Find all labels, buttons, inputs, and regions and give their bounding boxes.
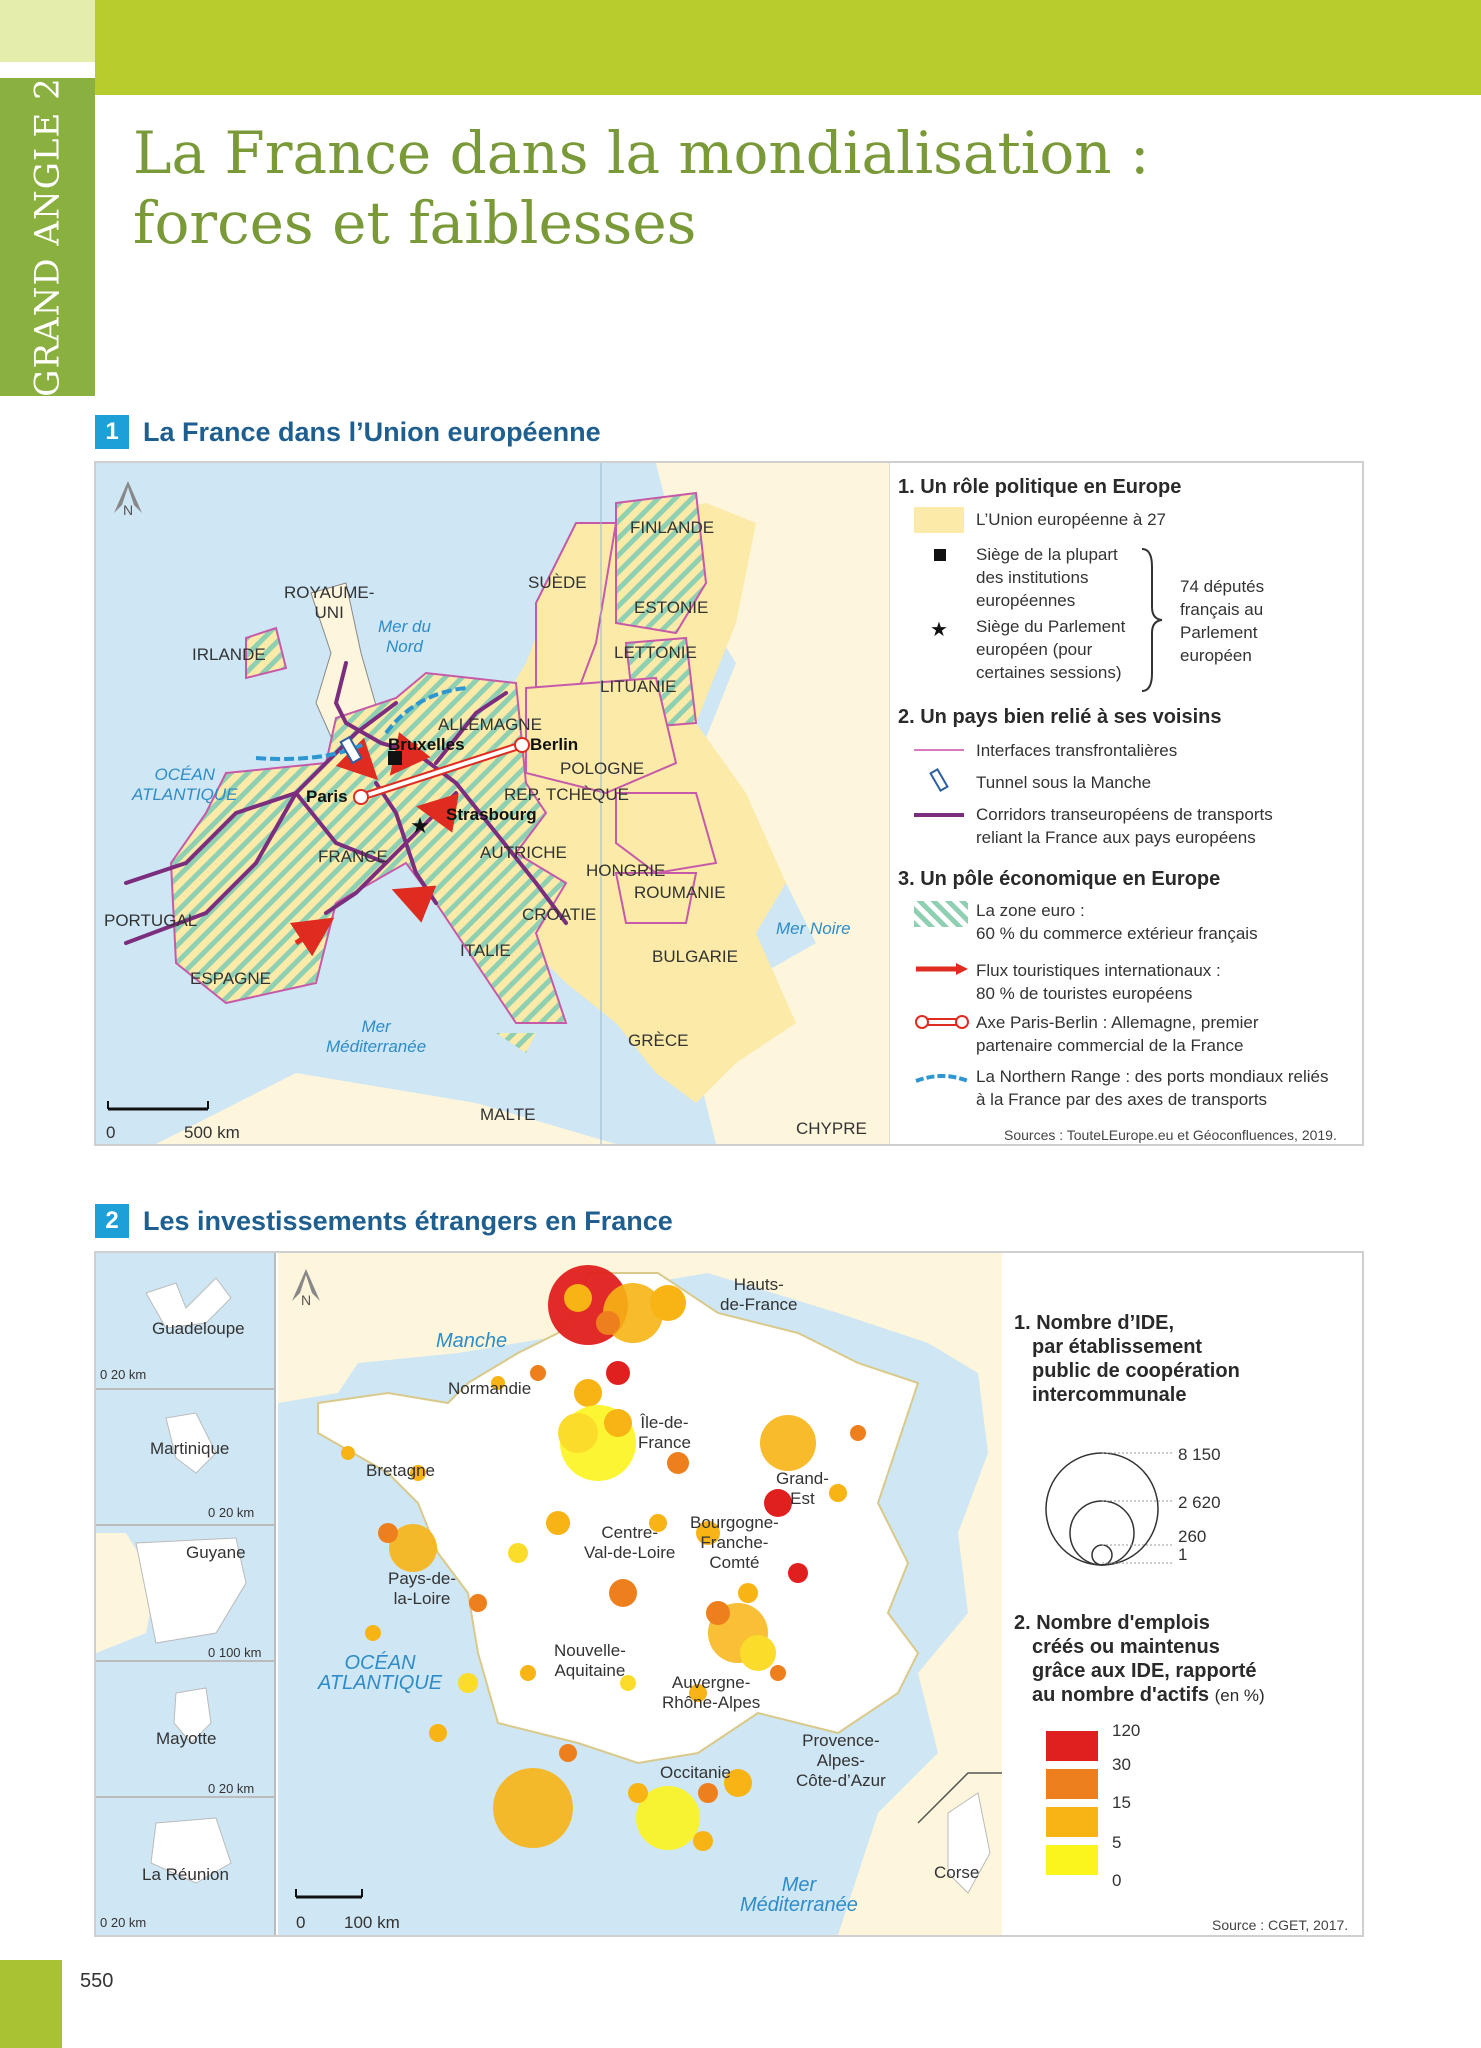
svg-text:N: N: [300, 1292, 312, 1308]
legend1-heading3: 3. Un pôle économique en Europe: [898, 868, 1221, 890]
legend1-zone-euro: La zone euro : 60 % du commerce extérieur français: [976, 901, 1258, 943]
label-paris: Paris: [306, 787, 348, 806]
label-allemagne: ALLEMAGNE: [438, 715, 542, 734]
label-mer-du-nord: Mer du Nord: [378, 617, 431, 656]
label-mer-noire: Mer Noire: [776, 919, 851, 938]
legend1-deputes: 74 députés français au Parlement européen: [1180, 577, 1265, 665]
legend1-siege-parlement: Siège du Parlement européen (pour certaines sessions): [976, 617, 1126, 682]
legend1-siege-institutions: Siège de la plupart des institutions européennes: [976, 545, 1118, 610]
legend1-tunnel-symbol: [929, 768, 949, 792]
inset-reunion-scale: 0 20 km: [100, 1915, 147, 1930]
label-pologne: POLOGNE: [560, 759, 645, 778]
label-rep-tcheque: REP. TCHÈQUE: [504, 785, 630, 804]
label-ocean-atlantique: OCÉAN ATLANTIQUE: [132, 765, 238, 804]
france-map: [278, 1253, 1002, 1935]
header-bar: [95, 0, 1481, 95]
label-portugal: PORTUGAL: [104, 911, 198, 930]
legend1-heading2: 2. Un pays bien relié à ses voisins: [898, 706, 1222, 728]
legend1-tunnel: Tunnel sous la Manche: [976, 773, 1152, 792]
legend2-value-2620: 2 620: [1178, 1493, 1221, 1512]
legend1: [889, 463, 1362, 1144]
label-pays-de-la-loire: Pays-de- la-Loire: [388, 1569, 457, 1608]
section1-title: La France dans l’Union européenne: [143, 416, 601, 447]
inset-martinique-label: Martinique: [150, 1439, 230, 1458]
label-corse: Corse: [934, 1863, 980, 1882]
inset-guadeloupe-label: Guadeloupe: [152, 1319, 245, 1338]
legend1-eu27: L’Union européenne à 27: [976, 510, 1166, 529]
source1: Sources : ToutеLEurope.eu et Géoconfluences, 2019.: [1004, 1127, 1337, 1143]
label-royaume-uni: ROYAUME- UNI: [284, 583, 375, 622]
legend2-heading2: 2. Nombre d'emplois créés ou maintenus grâce aux IDE, rapporté au nombre d'actifs (en %): [1014, 1612, 1265, 1706]
legend1-star-symbol: ★: [930, 617, 948, 641]
legend1-axe-symbol: [914, 1013, 970, 1031]
label-paca: Provence- Alpes- Côte-d’Azur: [796, 1731, 886, 1790]
insets-shapes: [96, 1253, 276, 1935]
scale1-zero: 0: [106, 1123, 116, 1142]
legend2: [1002, 1253, 1362, 1935]
label-autriche: AUTRICHE: [480, 843, 567, 862]
label-estonie: ESTONIE: [634, 598, 709, 617]
label-lettonie: LETTONIE: [614, 643, 697, 662]
legend1-northern-symbol: [914, 1067, 970, 1085]
strasbourg-star: ★: [410, 814, 430, 839]
label-grand-est: Grand- Est: [776, 1469, 829, 1508]
inset-reunion-label: La Réunion: [142, 1865, 229, 1884]
header-corner: [0, 0, 95, 62]
label-espagne: ESPAGNE: [190, 969, 271, 988]
side-tab-label: GRAND ANGLE 2: [27, 77, 68, 397]
label-hauts-de-france: Hauts- de-France: [720, 1275, 798, 1314]
label-occitanie: Occitanie: [660, 1763, 731, 1782]
legend2-class-15: [1046, 1807, 1098, 1837]
label-mer-mediterranee: Mer Méditerranée: [326, 1017, 427, 1056]
section1-heading: [95, 415, 601, 449]
section2-heading: [95, 1204, 673, 1238]
legend2-value-1: 1: [1178, 1545, 1188, 1564]
inset-mayotte-label: Mayotte: [156, 1729, 217, 1748]
label-ile-de-france: Île-de- France: [638, 1413, 691, 1452]
inset-guadeloupe-scale: 0 20 km: [100, 1367, 147, 1382]
label-normandie: Normandie: [448, 1379, 532, 1398]
legend1-axe: Axe Paris-Berlin : Allemagne, premier partenaire commercial de la France: [976, 1013, 1259, 1055]
label-roumanie: ROUMANIE: [634, 883, 726, 902]
legend2-class-5: [1046, 1845, 1098, 1875]
legend2-value-8150: 8 150: [1178, 1445, 1221, 1464]
label-suede: SUÈDE: [528, 573, 587, 592]
svg-text:N: N: [122, 502, 134, 518]
label-auvergne-rhone-alpes: Auvergne- Rhône-Alpes: [662, 1673, 761, 1712]
legend1-square-symbol: [934, 549, 946, 561]
scale2-zero: 0: [296, 1913, 306, 1932]
label-malte: MALTE: [480, 1105, 536, 1124]
label-bruxelles: Bruxelles: [388, 735, 465, 754]
footer-corner: [0, 1960, 62, 2048]
legend2-heading1: 1. Nombre d’IDE, par établissement public de coopération intercommunale: [1014, 1312, 1240, 1406]
label-hongrie: HONGRIE: [586, 861, 666, 880]
legend1-eu-swatch: [914, 507, 964, 533]
legend1-heading1: 1. Un rôle politique en Europe: [898, 476, 1182, 498]
section2-number: 2: [95, 1204, 129, 1238]
label-lituanie: LITUANIE: [600, 677, 677, 696]
label-berlin: Berlin: [530, 735, 579, 754]
label-manche: Manche: [436, 1330, 508, 1352]
label-bourgogne-franche-comte: Bourgogne- Franche- Comté: [690, 1513, 779, 1572]
scale1-label: 500 km: [184, 1123, 240, 1142]
label-chypre: CHYPRE: [796, 1119, 867, 1138]
label-irlande: IRLANDE: [192, 645, 266, 664]
legend1-flux-arrow: [914, 961, 970, 977]
section2-title: Les investissements étrangers en France: [143, 1205, 673, 1236]
legend2-label-15: 15: [1112, 1793, 1131, 1812]
legend1-euro-swatch: [914, 901, 968, 927]
legend1-brace: [1140, 547, 1164, 693]
legend2-label-30: 30: [1112, 1755, 1131, 1774]
legend2-value-260: 260: [1178, 1527, 1207, 1546]
inset-martinique-scale: 0 20 km: [208, 1505, 255, 1520]
label-ocean-atlantique-2: OCÉAN ATLANTIQUE: [318, 1652, 443, 1694]
page-number: 550: [80, 1970, 114, 1992]
legend1-interfaces: Interfaces transfrontalières: [976, 741, 1178, 760]
legend2-label-5: 5: [1112, 1833, 1122, 1852]
map1-frame: [94, 461, 1364, 1146]
label-strasbourg: Strasbourg: [446, 805, 537, 824]
scale2-label: 100 km: [344, 1913, 400, 1932]
legend1-northern: La Northern Range : des ports mondiaux reliés à la France par des axes de transports: [976, 1067, 1329, 1109]
legend1-interfaces-line: [914, 749, 964, 751]
legend1-corridors: Corridors transeuropéens de transports reliant la France aux pays européens: [976, 805, 1273, 847]
legend1-flux: Flux touristiques internationaux : 80 % de touristes européens: [976, 961, 1221, 1003]
legend2-label-120: 120: [1112, 1721, 1141, 1740]
label-france: FRANCE: [318, 847, 388, 866]
source2: Source : CGET, 2017.: [1212, 1917, 1349, 1933]
page-title: La France dans la mondialisation : forces et faiblesses: [133, 119, 1150, 257]
label-mediterranee-2: Mer Méditerranée: [740, 1874, 858, 1916]
legend1-corridor-line: [914, 813, 964, 817]
legend2-circles: [1032, 1429, 1192, 1569]
insets-column: [96, 1253, 276, 1935]
map2-frame: [94, 1251, 1364, 1937]
label-finlande: FINLANDE: [630, 518, 715, 537]
label-croatie: CROATIE: [522, 905, 597, 924]
legend2-class-30: [1046, 1769, 1098, 1799]
label-nouvelle-aquitaine: Nouvelle- Aquitaine: [554, 1641, 626, 1680]
inset-guyane-label: Guyane: [186, 1543, 246, 1562]
label-bretagne: Bretagne: [366, 1461, 435, 1480]
legend2-class-120: [1046, 1731, 1098, 1761]
label-centre-val-de-loire: Centre- Val-de-Loire: [584, 1523, 676, 1562]
label-italie: ITALIE: [460, 941, 511, 960]
label-bulgarie: BULGARIE: [652, 947, 738, 966]
inset-guyane-scale: 0 100 km: [208, 1645, 262, 1660]
inset-mayotte-scale: 0 20 km: [208, 1781, 255, 1796]
legend2-label-0: 0: [1112, 1871, 1122, 1890]
section1-number: 1: [95, 415, 129, 449]
label-grece: GRÈCE: [628, 1031, 689, 1050]
